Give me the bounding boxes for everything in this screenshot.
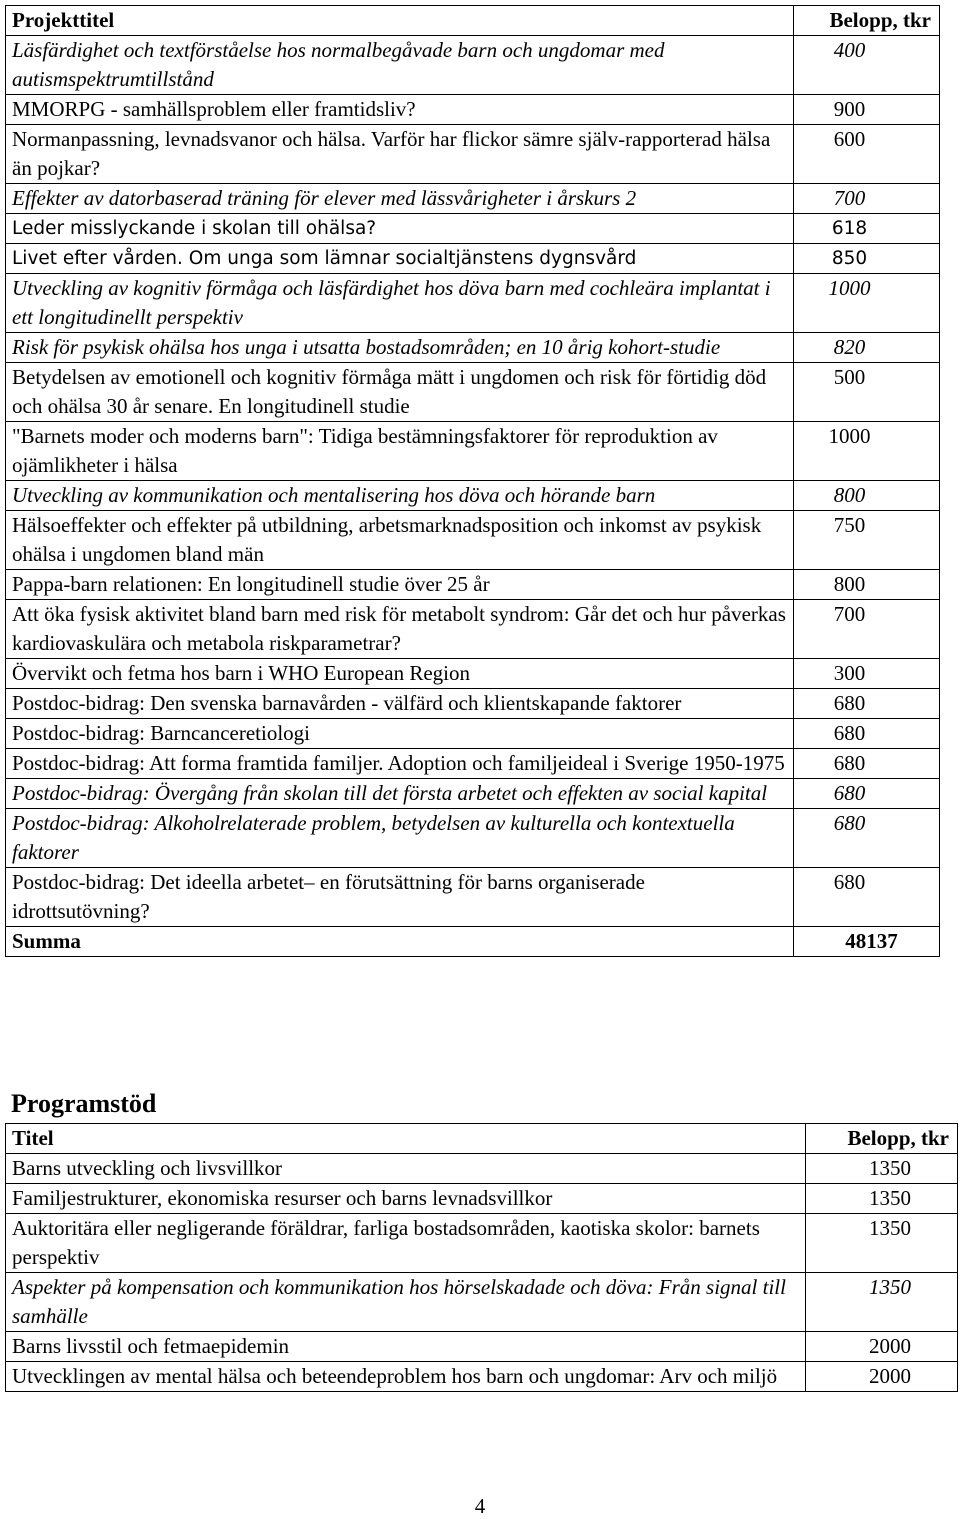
project-amount-cell: 1000 [794,274,940,333]
program-heading: Programstöd [11,1089,157,1118]
table-row [6,214,940,244]
project-title-cell: Postdoc-bidrag: Den svenska barnavården - välfärd och klientskapande faktorer [6,689,794,719]
program-amount-cell: 1350 [806,1154,958,1184]
table-row [6,659,940,689]
project-title-cell: Effekter av datorbaserad träning för elever med lässvårigheter i årskurs 2 [6,184,794,214]
program-amount-header: Belopp, tkr [806,1124,958,1154]
table-row [6,511,940,570]
program-table-body [6,1124,958,1392]
table-row [6,689,940,719]
project-title-cell: Utveckling av kommunikation och mentalisering hos döva och hörande barn [6,481,794,511]
program-title-cell: Auktoritära eller negligerande föräldrar, farliga bostadsområden, kaotiska skolor: barnets perspektiv [6,1214,806,1273]
table-row [6,570,940,600]
project-title-cell: Postdoc-bidrag: Övergång från skolan till det första arbetet och effekten av social kapital [6,779,794,809]
project-title-cell: "Barnets moder och moderns barn": Tidiga bestämningsfaktorer för reproduktion av ojämlikheter i hälsa [6,422,794,481]
table-row [6,1184,958,1214]
table-row [6,422,940,481]
table-row [6,481,940,511]
project-amount-cell: 900 [794,95,940,125]
table-row [6,125,940,184]
table-row [6,95,940,125]
program-amount-cell: 1350 [806,1214,958,1273]
project-amount-cell: 680 [794,749,940,779]
table-row [6,333,940,363]
program-title-cell: Familjestrukturer, ekonomiska resurser och barns levnadsvillkor [6,1184,806,1214]
project-amount-cell: 700 [794,600,940,659]
table-row [6,779,940,809]
project-title-cell: Risk för psykisk ohälsa hos unga i utsatta bostadsområden; en 10 årig kohort-studie [6,333,794,363]
page-number: 4 [474,1494,486,1518]
project-amount-cell: 800 [794,570,940,600]
project-title-cell: Betydelsen av emotionell och kognitiv förmåga mätt i ungdomen och risk för förtidig död och ohälsa 30 år senare. En longitudinell studie [6,363,794,422]
sum-label: Summa [6,927,794,957]
program-table-header [6,1124,958,1154]
project-title-cell: Läsfärdighet och textförståelse hos normalbegåvade barn och ungdomar med autismspektrumtillstånd [6,36,794,95]
project-amount-cell: 680 [794,779,940,809]
program-table [5,1123,958,1392]
project-title-cell: Utveckling av kognitiv förmåga och läsfärdighet hos döva barn med cochleära implantat i ett longitudinellt perspektiv [6,274,794,333]
table-row [6,809,940,868]
table-row [6,1273,958,1332]
project-amount-cell: 500 [794,363,940,422]
table-row [6,868,940,927]
table-row [6,600,940,659]
project-table-header [6,6,940,36]
project-amount-cell: 750 [794,511,940,570]
project-table [5,5,940,957]
table-row [6,1362,958,1392]
table-row [6,36,940,95]
project-amount-cell: 300 [794,659,940,689]
project-amount-cell: 820 [794,333,940,363]
project-title-cell: Postdoc-bidrag: Barncanceretiologi [6,719,794,749]
table-row [6,1154,958,1184]
table-row [6,363,940,422]
project-amount-cell: 600 [794,125,940,184]
project-title-cell: Pappa-barn relationen: En longitudinell studie över 25 år [6,570,794,600]
program-title-cell: Barns livsstil och fetmaepidemin [6,1332,806,1362]
program-amount-cell: 2000 [806,1332,958,1362]
project-amount-cell: 850 [794,244,940,274]
sum-amount: 48137 [794,927,940,957]
project-title-cell: Livet efter vården. Om unga som lämnar socialtjänstens dygnsvård [6,244,794,274]
project-title-cell: Leder misslyckande i skolan till ohälsa? [6,214,794,244]
project-amount-cell: 618 [794,214,940,244]
table-row [6,184,940,214]
table-row [6,749,940,779]
project-title-cell: Postdoc-bidrag: Det ideella arbetet– en förutsättning för barns organiserade idrottsutövning? [6,868,794,927]
project-amount-cell: 680 [794,868,940,927]
project-title-cell: Postdoc-bidrag: Att forma framtida familjer. Adoption och familjeideal i Sverige 1950-1975 [6,749,794,779]
program-title-cell: Barns utveckling och livsvillkor [6,1154,806,1184]
table-row [6,719,940,749]
project-title-header: Projekttitel [6,6,794,36]
project-amount-cell: 1000 [794,422,940,481]
project-amount-cell: 400 [794,36,940,95]
project-amount-cell: 680 [794,719,940,749]
program-title-header: Titel [6,1124,806,1154]
program-amount-cell: 1350 [806,1273,958,1332]
table-row [6,1214,958,1273]
program-amount-cell: 1350 [806,1184,958,1214]
project-table-body [6,6,940,957]
table-row [6,244,940,274]
project-amount-cell: 680 [794,809,940,868]
sum-row [6,927,940,957]
project-title-cell: Övervikt och fetma hos barn i WHO European Region [6,659,794,689]
project-title-cell: Att öka fysisk aktivitet bland barn med risk för metabolt syndrom: Går det och hur påverkas kardiovaskulära och metabola riskparametrar? [6,600,794,659]
project-amount-cell: 680 [794,689,940,719]
table-row [6,274,940,333]
project-title-cell: MMORPG - samhällsproblem eller framtidsliv? [6,95,794,125]
table-row [6,1332,958,1362]
project-amount-cell: 700 [794,184,940,214]
project-amount-header: Belopp, tkr [794,6,940,36]
program-amount-cell: 2000 [806,1362,958,1392]
project-title-cell: Normanpassning, levnadsvanor och hälsa. Varför har flickor sämre själv-rapporterad hälsa än pojkar? [6,125,794,184]
program-title-cell: Aspekter på kompensation och kommunikation hos hörselskadade och döva: Från signal till samhälle [6,1273,806,1332]
project-amount-cell: 800 [794,481,940,511]
project-title-cell: Hälsoeffekter och effekter på utbildning, arbetsmarknadsposition och inkomst av psykisk ohälsa i ungdomen bland män [6,511,794,570]
program-title-cell: Utvecklingen av mental hälsa och beteendeproblem hos barn och ungdomar: Arv och miljö [6,1362,806,1392]
project-title-cell: Postdoc-bidrag: Alkoholrelaterade problem, betydelsen av kulturella och kontextuella faktorer [6,809,794,868]
